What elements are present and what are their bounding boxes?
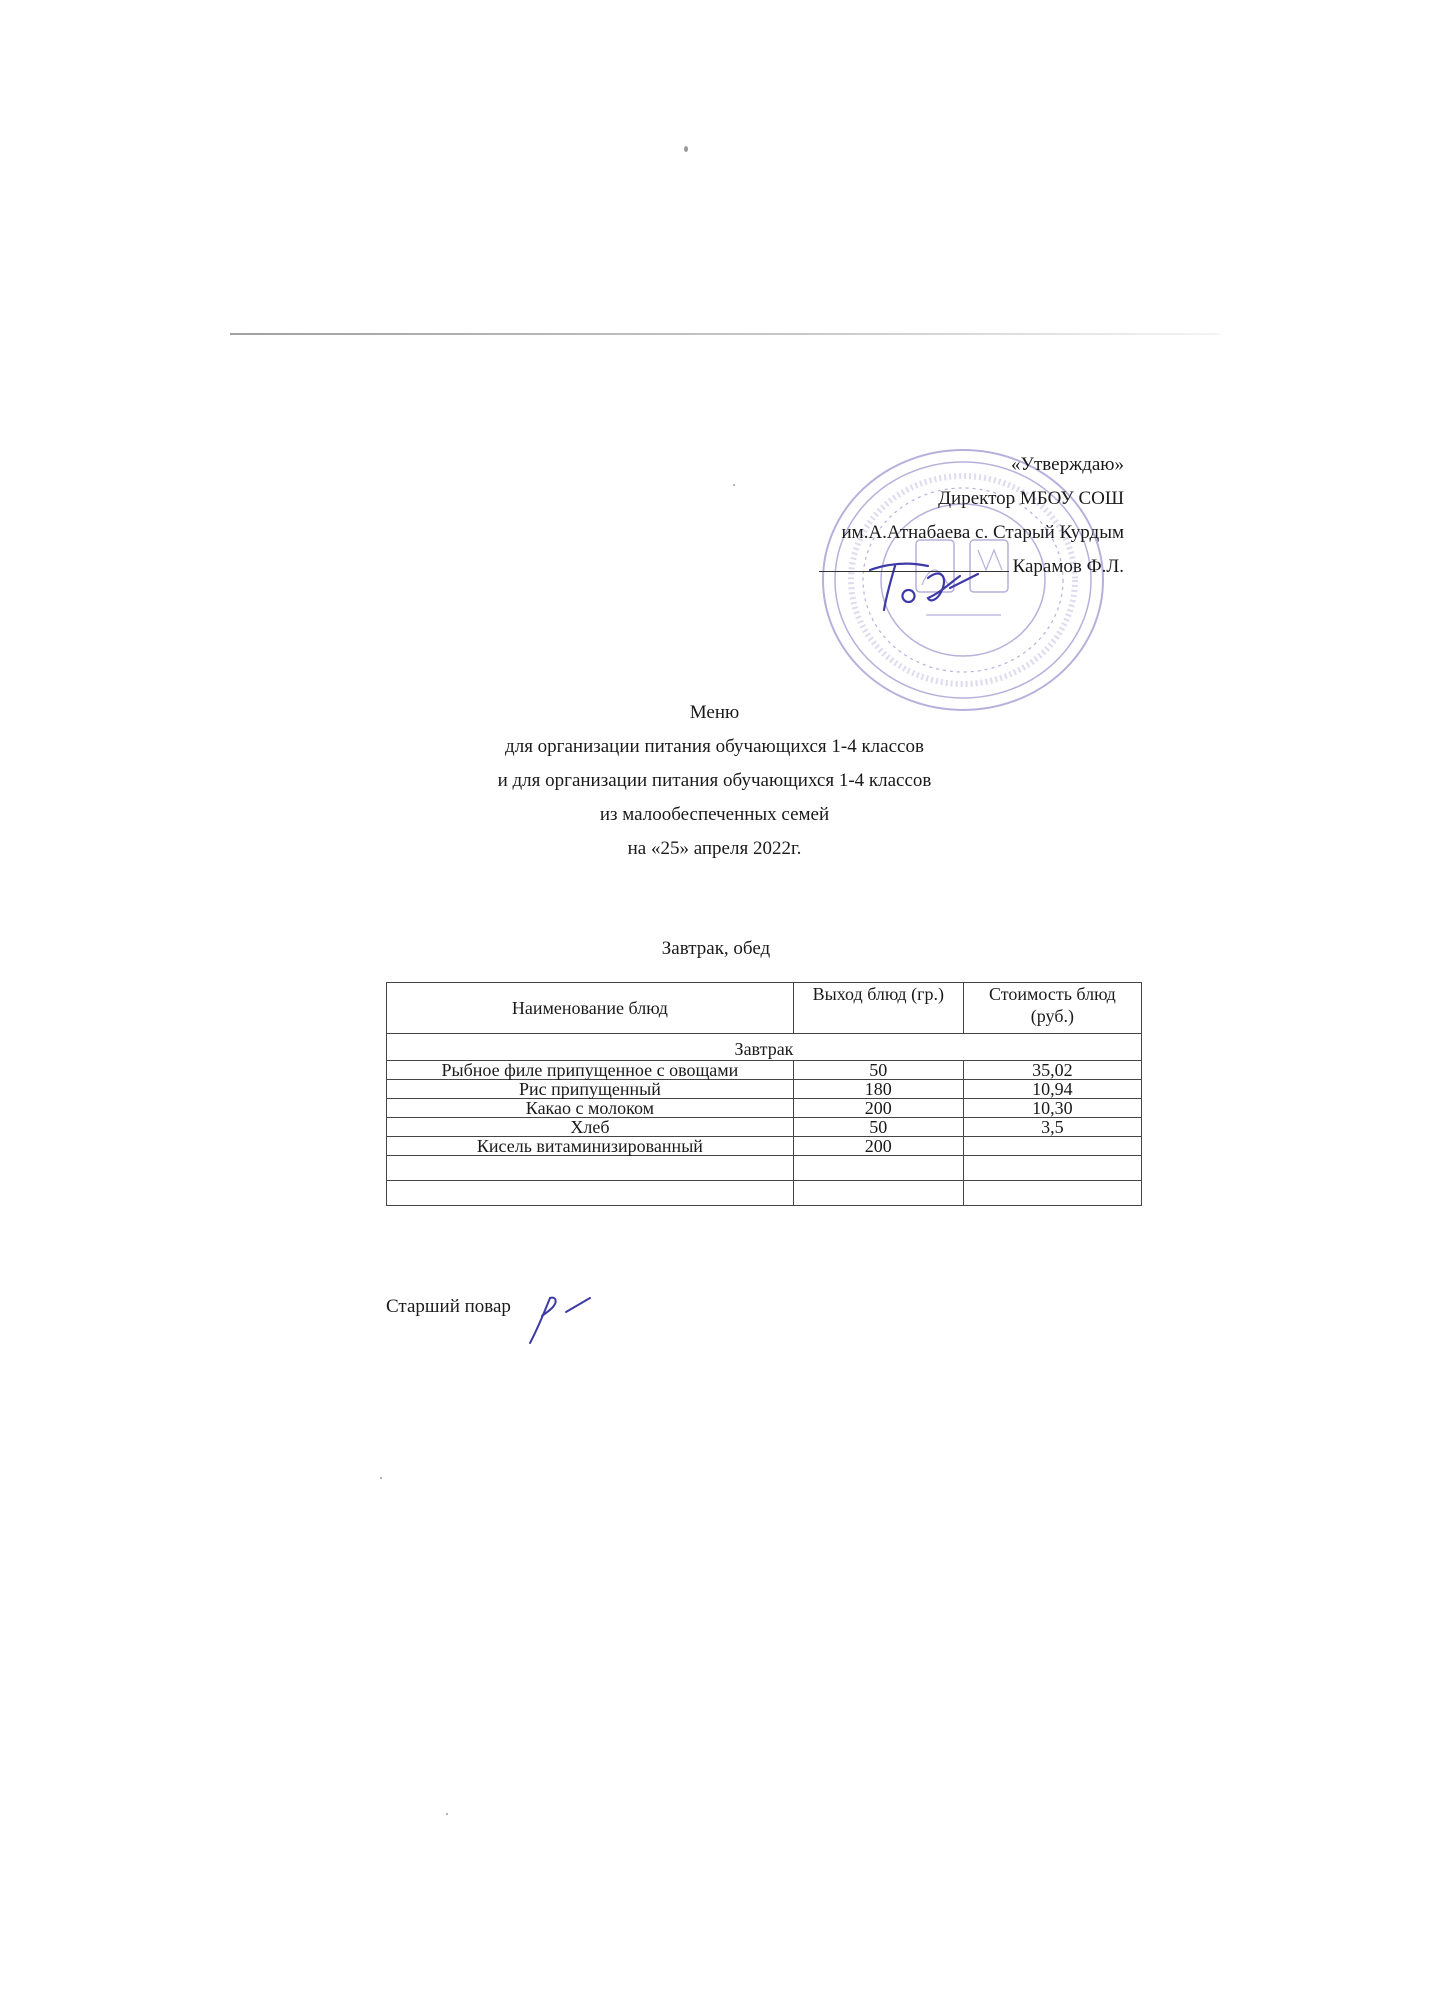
dish-name: Какао с молоком: [387, 1099, 794, 1118]
header-cost: Стоимость блюд (руб.): [963, 983, 1141, 1034]
dish-cost: [963, 1137, 1141, 1156]
table-row: [387, 1118, 1142, 1137]
dish-yield: 200: [793, 1099, 963, 1118]
section-label: Завтрак: [387, 1034, 1142, 1061]
menu-table: [386, 982, 1142, 1206]
empty-cell: [793, 1156, 963, 1181]
title-date: на «25» апреля 2022г.: [627, 838, 802, 859]
dish-name: Рис припущенный: [387, 1080, 794, 1099]
approval-signature-row: [819, 550, 1124, 584]
dish-cost: 35,02: [963, 1061, 1141, 1080]
title-line: и для организации питания обучающихся 1-4 классов: [497, 770, 932, 791]
table-header-row: [387, 983, 1142, 1034]
table-section-row: [387, 1034, 1142, 1061]
dish-cost: 10,30: [963, 1099, 1141, 1118]
title-line: из малообеспеченных семей: [599, 804, 830, 825]
scan-speck: [684, 146, 688, 152]
scan-edge-line: [230, 333, 1220, 335]
director-name: Карамов Ф.Л.: [1012, 556, 1124, 577]
dish-name: Кисель витаминизированный: [387, 1137, 794, 1156]
dish-name: Рыбное филе припущенное с овощами: [387, 1061, 794, 1080]
dish-yield: 50: [793, 1061, 963, 1080]
approval-heading: «Утверждаю»: [1011, 454, 1124, 475]
empty-cell: [793, 1181, 963, 1206]
table-row: [387, 1061, 1142, 1080]
title-line: для организации питания обучающихся 1-4 классов: [505, 736, 924, 757]
dish-yield: 200: [793, 1137, 963, 1156]
dish-cost: 3,5: [963, 1118, 1141, 1137]
cook-signature: [520, 1288, 600, 1348]
empty-cell: [387, 1156, 794, 1181]
dish-yield: 180: [793, 1080, 963, 1099]
header-dish-name: Наименование блюд: [387, 983, 794, 1034]
table-row-empty: [387, 1181, 1142, 1206]
dish-cost: 10,94: [963, 1080, 1141, 1099]
table-row-empty: [387, 1156, 1142, 1181]
approval-block: [819, 448, 1124, 584]
table-row: [387, 1099, 1142, 1118]
scan-speck: [446, 1813, 448, 1815]
empty-cell: [963, 1181, 1141, 1206]
signature-line: [819, 570, 1009, 572]
meal-title: Завтрак, обед: [661, 938, 771, 959]
empty-cell: [963, 1156, 1141, 1181]
approval-school: им.А.Атнабаева с. Старый Курдым: [841, 522, 1124, 543]
cook-label: Старший повар: [386, 1296, 511, 1317]
table-row: [387, 1080, 1142, 1099]
scan-speck: [733, 484, 735, 486]
dish-name: Хлеб: [387, 1118, 794, 1137]
title-line: Меню: [689, 702, 740, 723]
table-row: [387, 1137, 1142, 1156]
document-title: [0, 696, 1454, 866]
empty-cell: [387, 1181, 794, 1206]
header-yield: Выход блюд (гр.): [793, 983, 963, 1034]
dish-yield: 50: [793, 1118, 963, 1137]
approval-position: Директор МБОУ СОШ: [938, 488, 1124, 509]
scan-speck: [380, 1477, 382, 1479]
